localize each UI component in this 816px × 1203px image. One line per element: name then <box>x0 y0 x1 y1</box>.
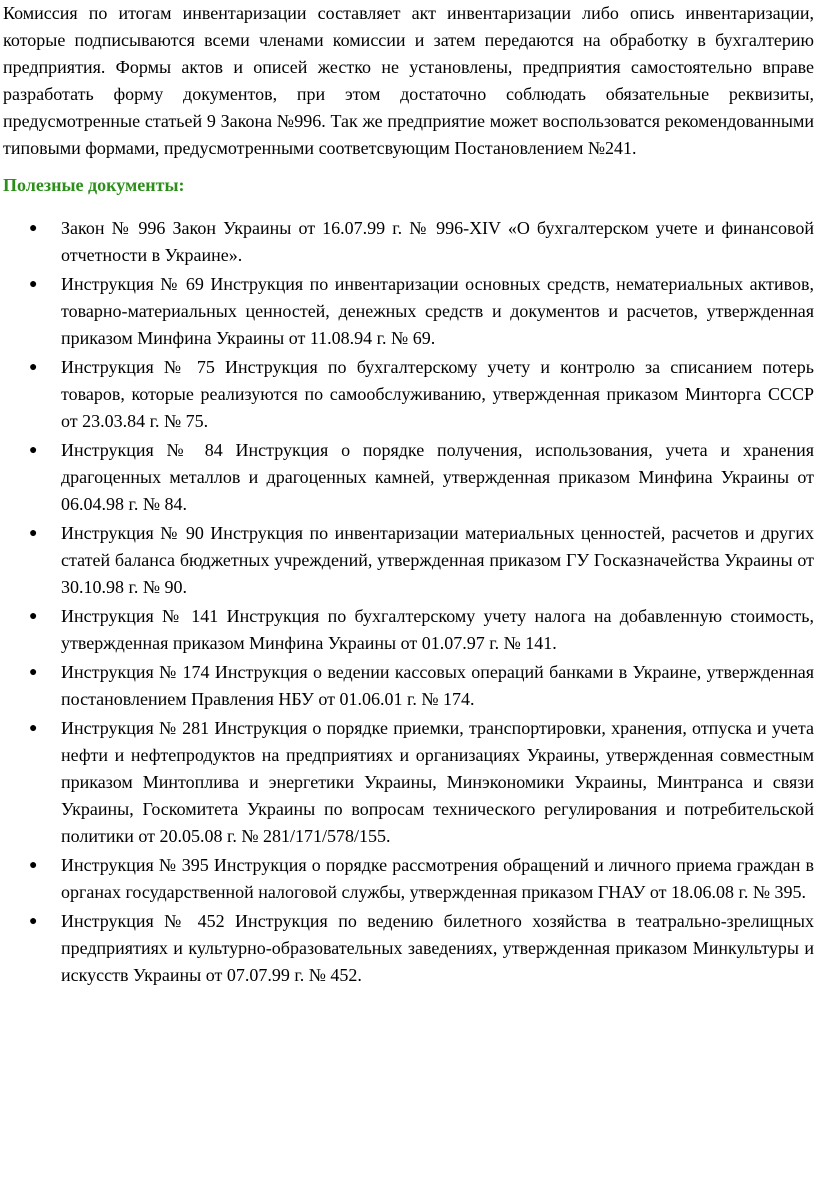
document-text: Инструкция № 174 Инструкция о ведении кассовых операций банками в Украине, утвержденная постановлением Правления НБУ от 01.06.01 г. № 174. <box>61 662 814 709</box>
document-text: Инструкция № 281 Инструкция о порядке приемки, транспортировки, хранения, отпуска и учета нефти и нефтепродуктов на предприятиях и организациях Украины, утвержденная совместным приказом Минтоплива и энергетики Украины, Минэкономики Украины, Минтранса и связи Украины, Госкомитета Украины по вопросам технического регулирования и потребительской политики от 20.05.08 г. № 281/171/578/155. <box>61 718 814 846</box>
list-item <box>3 908 814 989</box>
bullet-icon: ● <box>29 858 38 873</box>
bullet-icon: ● <box>29 443 38 458</box>
list-item <box>3 852 814 906</box>
document-text: Инструкция № 452 Инструкция по ведению билетного хозяйства в театрально-зрелищных предприятиях и культурно-образовательных заведениях, утвержденная приказом Минкультуры и искусств Украины от 07.07.99 г. № 452. <box>61 911 814 985</box>
bullet-icon: ● <box>29 526 38 541</box>
document-text: Инструкция № 90 Инструкция по инвентаризации материальных ценностей, расчетов и других статей баланса бюджетных учреждений, утвержденная приказом ГУ Госказначейства Украины от 30.10.98 г. № 90. <box>61 523 814 597</box>
list-item <box>3 603 814 657</box>
list-item <box>3 715 814 850</box>
document-text: Закон № 996 Закон Украины от 16.07.99 г. № 996-XIV «О бухгалтерском учете и финансовой отчетности в Украине». <box>61 218 814 265</box>
bullet-icon: ● <box>29 360 38 375</box>
list-item <box>3 354 814 435</box>
list-item <box>3 215 814 269</box>
documents-list <box>3 215 814 989</box>
list-item <box>3 520 814 601</box>
document-text: Инструкция № 141 Инструкция по бухгалтерскому учету налога на добавленную стоимость, утвержденная приказом Минфина Украины от 01.07.97 г. № 141. <box>61 606 814 653</box>
bullet-icon: ● <box>29 609 38 624</box>
bullet-icon: ● <box>29 665 38 680</box>
document-text: Инструкция № 75 Инструкция по бухгалтерскому учету и контролю за списанием потерь товаров, которые реализуются по самообслуживанию, утвержденная приказом Минторга СССР от 23.03.84 г. № 75. <box>61 357 814 431</box>
useful-documents-heading: Полезные документы: <box>3 175 185 195</box>
list-item <box>3 437 814 518</box>
list-item <box>3 271 814 352</box>
bullet-icon: ● <box>29 914 38 929</box>
bullet-icon: ● <box>29 277 38 292</box>
list-item <box>3 659 814 713</box>
document-text: Инструкция № 395 Инструкция о порядке рассмотрения обращений и личного приема граждан в органах государственной налоговой службы, утвержденная приказом ГНАУ от 18.06.08 г. № 395. <box>61 855 814 902</box>
bullet-icon: ● <box>29 721 38 736</box>
intro-paragraph: Комиссия по итогам инвентаризации составляет акт инвентаризации либо опись инвентаризации, которые подписываются всеми членами комиссии и затем передаются на обработку в бухгалтерию предприятия. Формы актов и описей жестко не установлены, предприятия самостоятельно вправе разработать форму документов, при этом достаточно соблюдать обязательные реквизиты, предусмотренные статьей 9 Закона №996. Так же предприятие может воспользоватся рекомендованными типовыми формами, предусмотренными соответсвующим Постановлением №241. <box>3 3 814 158</box>
document-text: Инструкция № 69 Инструкция по инвентаризации основных средств, нематериальных активов, товарно-материальных ценностей, денежных средств и документов и расчетов, утвержденная приказом Минфина Украины от 11.08.94 г. № 69. <box>61 274 814 348</box>
bullet-icon: ● <box>29 221 38 236</box>
document-text: Инструкция № 84 Инструкция о порядке получения, использования, учета и хранения драгоценных металлов и драгоценных камней, утвержденная приказом Минфина Украины от 06.04.98 г. № 84. <box>61 440 814 514</box>
